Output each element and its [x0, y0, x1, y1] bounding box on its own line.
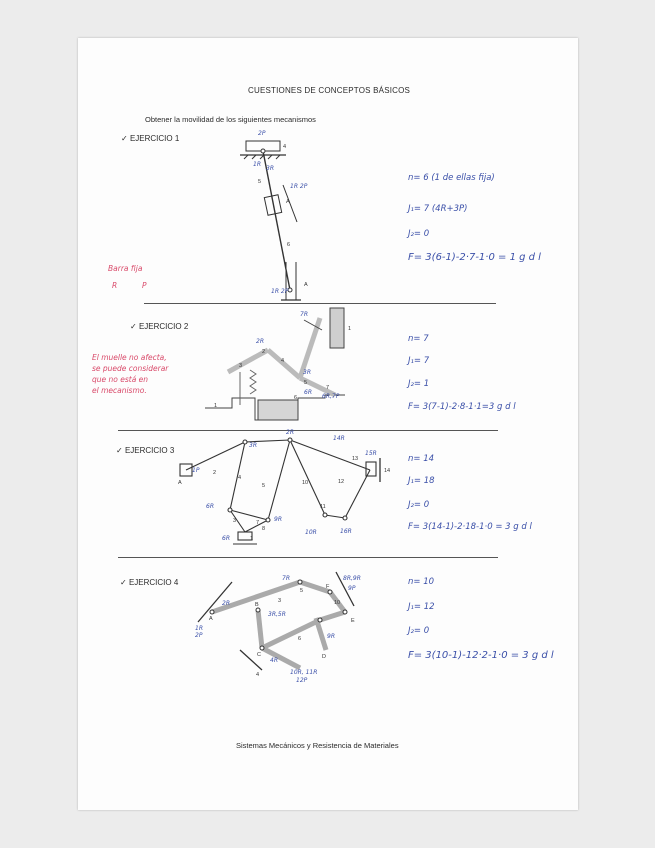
svg-text:9R: 9R	[327, 633, 335, 640]
svg-text:A: A	[178, 480, 182, 486]
exercise-1-answer-f: F= 3(6-1)-2·7-1·0 = 1 g d l	[408, 252, 541, 263]
svg-text:7R: 7R	[282, 575, 290, 582]
svg-text:2R: 2R	[222, 600, 230, 607]
exercise-1-answer-j2: J₂= 0	[408, 229, 430, 239]
svg-text:3R,5R: 3R,5R	[268, 611, 286, 618]
exercise-1-note-fixed-bar: Barra fija	[108, 264, 143, 273]
check-icon: ✓	[116, 446, 123, 455]
svg-text:9P: 9P	[348, 585, 356, 592]
exercise-1-answer-n: n= 6 (1 de ellas fija)	[408, 173, 495, 183]
svg-text:D: D	[322, 654, 326, 660]
svg-text:1: 1	[250, 536, 254, 542]
svg-text:1R 2P: 1R 2P	[290, 183, 308, 190]
check-icon: ✓	[120, 578, 127, 587]
svg-text:4: 4	[283, 144, 287, 150]
exercise-2-answer-j1: J₁= 7	[408, 356, 430, 366]
svg-text:3: 3	[278, 598, 282, 604]
svg-text:2: 2	[213, 470, 217, 476]
svg-text:A: A	[286, 199, 290, 205]
exercise-1-answer-j1: J₁= 7 (4R+3P)	[408, 204, 468, 214]
page-footer: Sistemas Mecánicos y Resistencia de Materiales	[236, 741, 399, 750]
svg-text:F: F	[326, 584, 330, 590]
svg-text:14R: 14R	[333, 435, 345, 442]
exercise-1-note-r: R	[112, 281, 118, 290]
exercise-2-label: EJERCICIO 2	[138, 322, 189, 331]
svg-text:2P: 2P	[195, 632, 203, 639]
svg-text:6R: 6R	[222, 535, 230, 542]
svg-text:6R: 6R	[206, 503, 214, 510]
svg-text:6R: 6R	[304, 389, 312, 396]
svg-text:7: 7	[256, 520, 260, 526]
svg-text:C: C	[257, 652, 261, 658]
svg-text:3: 3	[239, 363, 243, 369]
svg-text:6: 6	[287, 242, 291, 248]
svg-text:1P: 1P	[192, 467, 200, 474]
svg-text:2R: 2R	[256, 338, 264, 345]
svg-text:2P: 2P	[258, 130, 266, 137]
svg-text:1: 1	[348, 326, 352, 332]
svg-text:12P: 12P	[296, 677, 308, 684]
svg-text:E: E	[351, 618, 355, 624]
svg-text:1R 2P: 1R 2P	[271, 288, 289, 295]
exercise-4-answer-j1: J₁= 12	[408, 602, 435, 612]
check-icon: ✓	[121, 134, 128, 143]
svg-text:4: 4	[238, 475, 242, 481]
svg-text:13: 13	[352, 456, 359, 462]
svg-text:10: 10	[302, 480, 309, 486]
exercise-2-answer-j2: J₂= 1	[408, 379, 430, 389]
svg-text:B: B	[255, 602, 259, 608]
svg-text:6: 6	[298, 636, 302, 642]
svg-text:2R: 2R	[286, 429, 294, 436]
svg-text:16R: 16R	[340, 528, 352, 535]
check-icon: ✓	[130, 322, 137, 331]
svg-text:8: 8	[262, 526, 266, 532]
exercise-1-note-p: P	[142, 281, 147, 290]
svg-text:A: A	[209, 616, 213, 622]
svg-text:12: 12	[338, 479, 345, 485]
svg-text:4: 4	[256, 672, 260, 678]
svg-text:4: 4	[281, 358, 285, 364]
svg-text:5: 5	[258, 179, 262, 185]
svg-text:A: A	[304, 282, 308, 288]
exercise-4-answer-j2: J₂= 0	[408, 626, 430, 636]
svg-text:3: 3	[233, 518, 237, 524]
svg-text:1: 1	[214, 403, 218, 409]
svg-text:5: 5	[300, 588, 304, 594]
exercise-4-answer-n: n= 10	[408, 577, 435, 587]
note-line: El muelle no afecta,	[92, 353, 167, 362]
svg-text:11: 11	[320, 504, 326, 510]
svg-text:4R: 4R	[270, 657, 278, 664]
svg-text:14: 14	[384, 468, 391, 474]
svg-text:9R: 9R	[274, 516, 282, 523]
svg-text:6: 6	[294, 395, 298, 401]
exercise-3-answer-f: F= 3(14-1)-2·18-1·0 = 3 g d l	[408, 522, 532, 532]
exercise-4-label: EJERCICIO 4	[128, 578, 179, 587]
svg-text:3R: 3R	[266, 165, 274, 172]
svg-text:1R: 1R	[195, 625, 203, 632]
svg-text:10: 10	[334, 600, 341, 606]
document-title: CUESTIONES DE CONCEPTOS BÁSICOS	[248, 86, 411, 95]
svg-text:5: 5	[262, 483, 266, 489]
exercise-3-label: EJERCICIO 3	[124, 446, 175, 455]
svg-text:6R,7P: 6R,7P	[322, 393, 340, 400]
svg-text:7: 7	[326, 385, 330, 391]
svg-text:1R: 1R	[253, 161, 261, 168]
svg-text:3R: 3R	[303, 369, 311, 376]
exercise-4-answer-f: F= 3(10-1)-12·2-1·0 = 3 g d l	[408, 650, 554, 661]
note-line: el mecanismo.	[92, 386, 147, 395]
exercise-3-answer-j2: J₂= 0	[408, 500, 430, 510]
exercise-2-answer-n: n= 7	[408, 334, 429, 344]
exercise-2-answer-f: F= 3(7-1)-2·8-1·1=3 g d l	[408, 402, 516, 412]
note-line: que no está en	[92, 375, 149, 384]
svg-text:10R, 11R: 10R, 11R	[290, 669, 318, 676]
svg-text:5: 5	[304, 380, 308, 386]
svg-text:10R: 10R	[305, 529, 317, 536]
instruction-text: Obtener la movilidad de los siguientes mecanismos	[145, 115, 316, 124]
svg-text:8R,9R: 8R,9R	[343, 575, 361, 582]
exercise-1-label: EJERCICIO 1	[129, 134, 180, 143]
note-line: se puede considerar	[92, 364, 169, 373]
exercise-3-answer-j1: J₁= 18	[408, 476, 435, 486]
svg-text:7R: 7R	[300, 311, 308, 318]
svg-text:3R: 3R	[249, 442, 257, 449]
exercise-3-answer-n: n= 14	[408, 454, 435, 464]
svg-text:2: 2	[262, 349, 266, 355]
svg-text:15R: 15R	[365, 450, 377, 457]
